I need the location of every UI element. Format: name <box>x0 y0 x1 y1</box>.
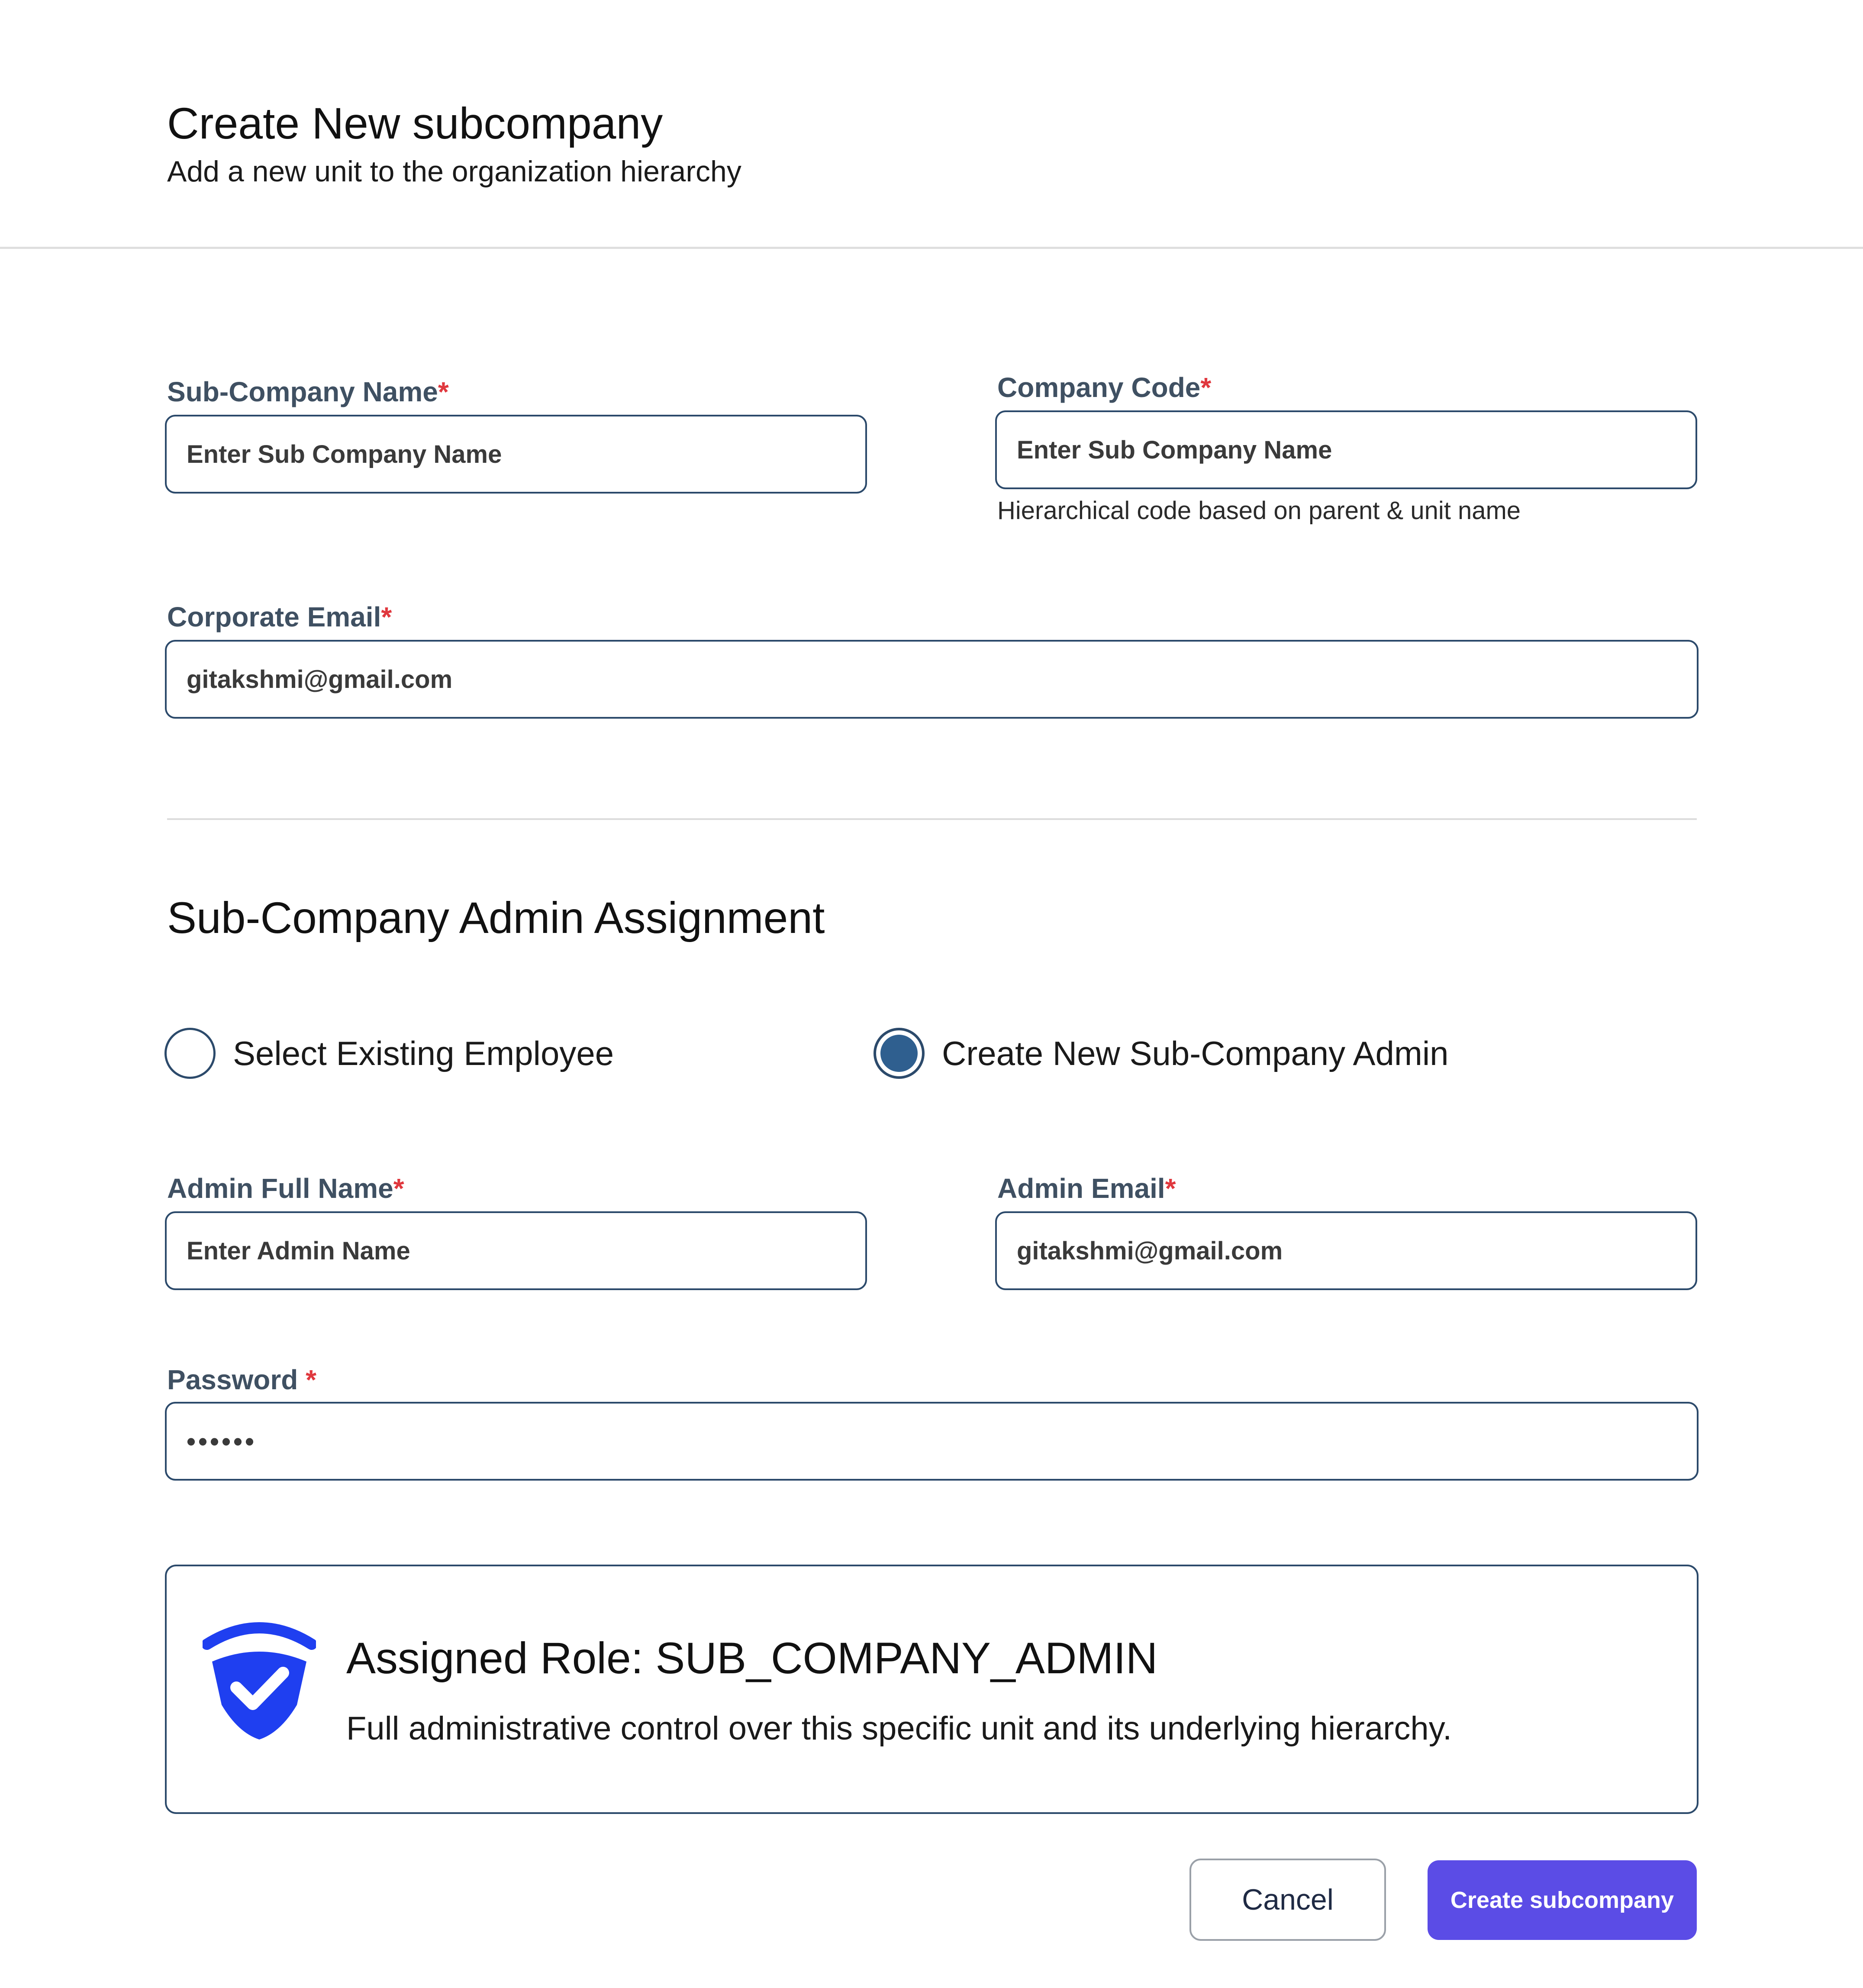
header-divider <box>0 247 1863 249</box>
company-code-label-text: Company Code <box>997 372 1201 403</box>
radio-label: Select Existing Employee <box>233 1034 614 1072</box>
section-divider <box>167 818 1697 820</box>
required-mark: * <box>438 376 449 407</box>
required-mark: * <box>1165 1173 1176 1204</box>
assigned-role-card <box>165 1565 1699 1814</box>
password-input[interactable] <box>165 1402 1699 1481</box>
admin-section-title: Sub-Company Admin Assignment <box>167 893 825 942</box>
radio-dot <box>880 1035 918 1072</box>
cancel-button[interactable]: Cancel <box>1189 1859 1386 1941</box>
required-mark: * <box>306 1364 317 1395</box>
role-title: Assigned Role: SUB_COMPANY_ADMIN <box>346 1633 1158 1683</box>
radio-unchecked-icon[interactable] <box>164 1028 216 1079</box>
sub-company-name-input[interactable] <box>165 415 867 494</box>
password-label-text: Password <box>167 1364 306 1395</box>
radio-select-existing-employee[interactable] <box>164 1028 614 1079</box>
admin-full-name-label <box>167 1169 404 1208</box>
admin-full-name-label-text: Admin Full Name <box>167 1173 393 1204</box>
sub-company-name-label-text: Sub-Company Name <box>167 376 438 407</box>
admin-full-name-input[interactable] <box>165 1211 867 1290</box>
admin-email-label <box>997 1169 1176 1208</box>
password-label <box>167 1360 316 1399</box>
admin-email-input[interactable] <box>995 1211 1697 1290</box>
company-code-hint: Hierarchical code based on parent & unit name <box>997 497 1521 525</box>
page-subtitle: Add a new unit to the organization hierarchy <box>167 155 741 188</box>
corporate-email-input[interactable] <box>165 640 1699 719</box>
create-subcompany-button[interactable]: Create subcompany <box>1428 1860 1697 1940</box>
required-mark: * <box>381 601 392 633</box>
radio-create-new-admin[interactable] <box>873 1028 1449 1079</box>
radio-label: Create New Sub-Company Admin <box>942 1034 1449 1072</box>
admin-email-label-text: Admin Email <box>997 1173 1165 1204</box>
required-mark: * <box>1200 372 1212 403</box>
page-title: Create New subcompany <box>167 99 663 148</box>
company-code-label <box>997 368 1211 407</box>
sub-company-name-label <box>167 372 449 411</box>
radio-checked-icon[interactable] <box>873 1028 925 1079</box>
shield-check-icon <box>203 1619 316 1741</box>
corporate-email-label <box>167 597 392 636</box>
required-mark: * <box>393 1173 404 1204</box>
company-code-input[interactable] <box>995 410 1697 489</box>
corporate-email-label-text: Corporate Email <box>167 601 381 633</box>
role-description: Full administrative control over this specific unit and its underlying hierarchy. <box>346 1710 1452 1747</box>
